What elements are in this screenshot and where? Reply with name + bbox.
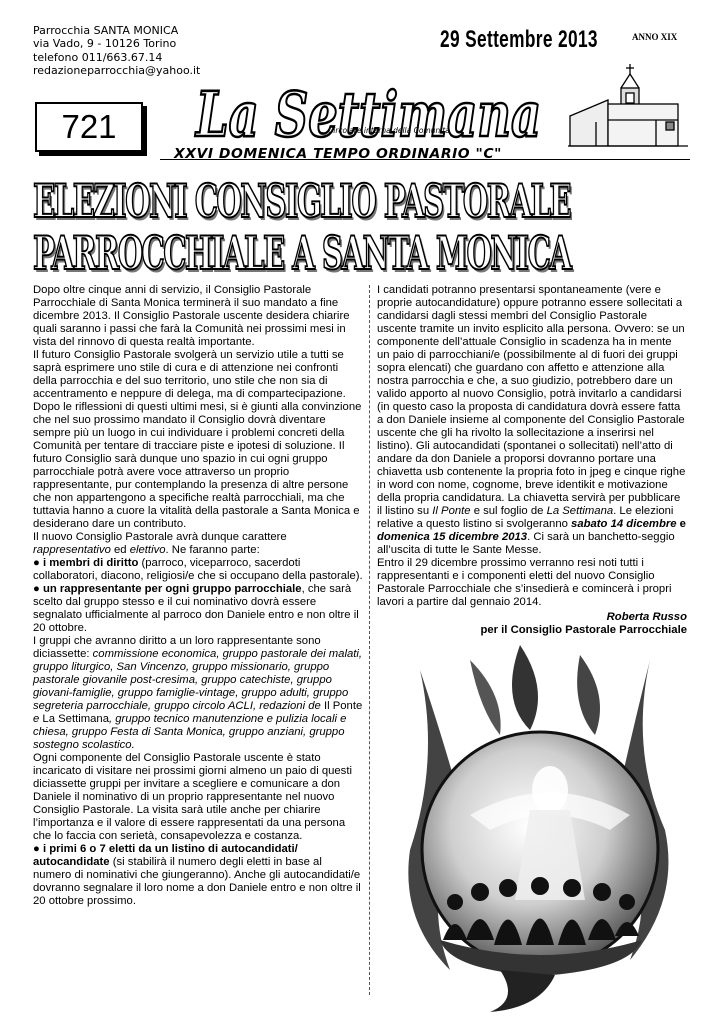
paragraph: Dopo le riflessioni di questi ultimi mesi, si è giunti alla convinzione che nel suo prossimo mandato il Consiglio dovrà diventare sempre più un luogo in cui individuare i problemi concreti della Comunità per tentare di tracciare piste e ipotesi di soluzione. Il futuro Consiglio sarà dunque uno spazio in cui ogni gruppo parrocchiale potrà avere voce attraverso un proprio rappresentante, pur contemplando la presenza di altre persone che non appartengono a specifiche realtà parrocchiali, ma che tuttavia hanno a cuore la vitalità della pastorale a Santa Monica e desiderano dare un contributo. (33, 401, 362, 530)
author-role: per il Consiglio Pastorale Parrocchiale (480, 624, 687, 636)
issue-number: 721 (35, 102, 143, 152)
paragraph-groups: I gruppi che avranno diritto a un loro rappresentante sono diciassette: commissione economica, gruppo pastorale dei malati, gruppo liturgico, San Vincenzo, gruppo missionario, gruppo pastorale giovanile post-cresima, gruppo catechiste, gruppo giovani-famiglie, gruppo famiglie-vintage, gruppo adulti, gruppo segreteria parrocchiale, gruppo circolo ACLI, redazioni de Il Ponte e La Settimana, gruppo tecnico manutenzione e pulizia locali e chiesa, gruppo Festa di Santa Monica, gruppo anziani, gruppo sostegno scolastico. (33, 635, 363, 751)
address-line: telefono 011/663.67.14 (33, 50, 163, 64)
paragraph: I candidati potranno presentarsi spontaneamente (vere e proprie autocandidature) oppure potranno essere sollecitati a candidarsi dagli stessi membri del Consiglio Pastorale uscente tramite un invito esplicito alla persona. Ovvero: se un componente dell’attuale Consiglio in scadenza ha in mente un paio di parrocchiani/e (possibilmente al di fuori dei gruppi sopra elencati) che guardano con affetto e attenzione alla nostra parrocchia e che, a suo giudizio, potrebbero dare un valido apporto al nuovo Consiglio, potrà invitarlo a candidarsi (in questo caso la proposta di candidatura dovrà essere fatta a don Daniele insieme al componente del Consiglio Pastorale uscente che gli ha rivolto la sollecitazione a inserirsi nel listino). Gli autocandidati (spontanei o sollecitati) nell’atto di andare da don Daniele a proporsi dovranno portare una chiavetta usb contenente la propria foto in jpeg e cinque righe in word con nome, cognome, breve identikit e motivazione della propria candidatura. La chiavetta servirà per pubblicare il listino su Il Ponte e sul foglio de La Settimana. Le elezioni relative a questo listino si svolgeranno sabato 14 dicembre e domenica 15 dicembre 2013. Ci sarà un banchetto-seggio all’uscita di tutte le Sante Messe. (377, 284, 686, 556)
address-line: via Vado, 9 - 10126 Torino (33, 37, 177, 51)
bullet-members: ● i membri di diritto (parroco, viceparroco, sacerdoti collaboratori, diacono, religiosi/e che si occupano della pastorale). (33, 557, 363, 582)
bullet-representatives: ● un rappresentante per ogni gruppo parrocchiale, che sarà scelto dal gruppo stesso e il cui nominativo dovrà essere segnalato ufficialmente al parroco don Daniele entro e non oltre il 20 ottobre. (33, 583, 359, 634)
address-line: redazioneparrocchia@yahoo.it (33, 64, 201, 78)
masthead-title: La Settimana (194, 78, 541, 151)
masthead-subtitle: Circolare interna della Comunità (328, 126, 450, 135)
paragraph: Il nuovo Consiglio Pastorale avrà dunque carattere rappresentativo ed elettivo. Ne faranno parte: (33, 531, 287, 556)
globe-illustration (380, 640, 690, 1015)
liturgical-sunday: XXVI DOMENICA TEMPO ORDINARIO "C" (174, 147, 502, 162)
bullet-candidates: ● i primi 6 o 7 eletti da un listino di autocandidati/ autocandidate (si stabilirà il numero degli eletti in base al numero di nominativi che giungeranno). Anche gli autocandidati/e dovranno segnalare il loro nome a don Daniele entro e non oltre il 20 ottobre prossimo. (33, 843, 361, 907)
paragraph: Dopo oltre cinque anni di servizio, il Consiglio Pastorale Parrocchiale di Santa Monica terminerà il suo mandato a fine dicembre 2013. Il Consiglio Pastorale uscente desidera chiarire quali saranno i passi che farà la Comunità nei prossimi mesi in vista del rinnovo di questa realtà importante. (33, 284, 350, 348)
issue-date: 29 Settembre 2013 (440, 26, 598, 53)
paragraph: Il futuro Consiglio Pastorale svolgerà un servizio utile a tutti se saprà esprimere uno stile di cura e di attenzione nei confronti della parrocchia e del suo territorio, uno stile che non sia di accentramento e neppure di delega, ma di compartecipazione. (33, 349, 346, 400)
headline-line-1: ELEZIONI CONSIGLIO PASTORALE (33, 174, 571, 228)
paragraph: Ogni componente del Consiglio Pastorale uscente è stato incaricato di visitare nei prossimi giorni almeno un paio di questi diciassette gruppi per invitare a scegliere e comunicare a don Daniele il nominativo di un proprio rappresentante nel nuovo Consiglio Pastorale. La visita sarà utile anche per chiarire l’importanza e il valore di essere rappresentati da una persona che lo faccia con serietà, consapevolezza e costanza. (33, 752, 352, 842)
author-signature: Roberta Russo (606, 611, 687, 623)
article-left-column (33, 284, 363, 908)
address-line: Parrocchia SANTA MONICA (33, 24, 179, 37)
column-divider (369, 285, 370, 995)
article-right-column (377, 284, 687, 637)
headline (33, 175, 693, 279)
masthead-logo (190, 60, 550, 160)
parish-address (33, 24, 200, 78)
paragraph: Entro il 29 dicembre prossimo verranno resi noti tutti i rappresentanti e i componenti eletti del nuovo Consiglio Pastorale Parrocchiale che s’insedierà e comincerà i propri lavori a partire dal gennaio 2014. (377, 557, 672, 608)
issue-year: ANNO XIX (632, 32, 678, 42)
church-illustration (566, 60, 690, 156)
headline-line-2: PARROCCHIALE A SANTA MONICA (33, 226, 571, 280)
